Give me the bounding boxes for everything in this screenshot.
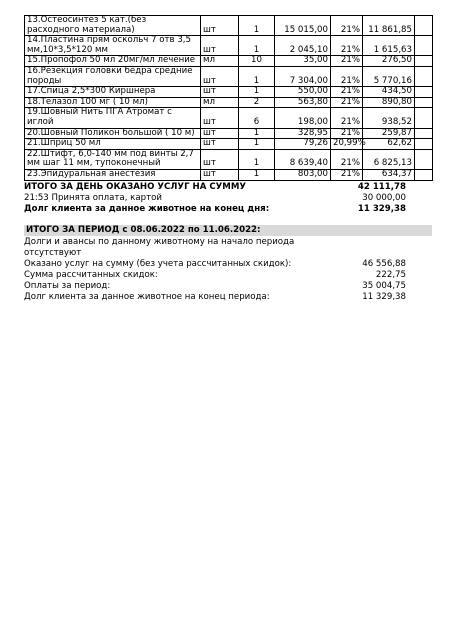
item-total: 62,62 — [363, 139, 415, 150]
item-percent: 21% — [331, 108, 363, 128]
empty-cell — [415, 149, 433, 169]
item-unit: шт — [201, 128, 239, 139]
table-row — [25, 16, 433, 36]
item-total: 6 825,13 — [363, 149, 415, 169]
item-quantity: 6 — [239, 108, 275, 128]
services-table — [24, 15, 433, 181]
item-name: 15.Пропофол 50 мл 20мг/мл лечение — [25, 56, 201, 67]
item-total: 938,52 — [363, 108, 415, 128]
item-quantity: 1 — [239, 139, 275, 150]
item-percent: 21% — [331, 66, 363, 86]
item-price: 2 045,10 — [275, 36, 331, 56]
item-quantity: 1 — [239, 87, 275, 98]
item-unit: шт — [201, 66, 239, 86]
item-total: 5 770,16 — [363, 66, 415, 86]
table-row — [25, 169, 433, 180]
period-debt-line — [24, 292, 432, 303]
period-paid-line — [24, 281, 432, 292]
empty-cell — [415, 56, 433, 67]
item-percent: 20,99% — [331, 139, 363, 150]
item-name: 13.Остеосинтез 5 кат.(без расходного материала) — [25, 16, 201, 36]
item-price: 35,00 — [275, 56, 331, 67]
item-unit: шт — [201, 139, 239, 150]
period-opening-note: Долги и авансы по данному животному на начало периода отсутствуют — [24, 236, 295, 258]
table-row — [25, 108, 433, 128]
empty-cell — [415, 128, 433, 139]
item-total: 890,80 — [363, 97, 415, 108]
day-payment-line — [24, 193, 432, 204]
invoice-sheet — [24, 15, 432, 303]
table-row — [25, 36, 433, 56]
item-name: 21.Шприц 50 мл — [25, 139, 201, 150]
period-discount-label: Сумма рассчитанных скидок: — [24, 269, 158, 280]
empty-cell — [415, 169, 433, 180]
item-quantity: 1 — [239, 66, 275, 86]
item-unit: мл — [201, 97, 239, 108]
empty-cell — [415, 97, 433, 108]
day-debt-label: Долг клиента за данное животное на конец дня: — [24, 203, 270, 214]
day-total-line — [24, 182, 432, 193]
item-total: 11 861,85 — [363, 16, 415, 36]
day-debt-line — [24, 204, 432, 215]
item-price: 8 639,40 — [275, 149, 331, 169]
item-total: 259,87 — [363, 128, 415, 139]
item-percent: 21% — [331, 128, 363, 139]
item-total: 276,50 — [363, 56, 415, 67]
item-total: 1 615,63 — [363, 36, 415, 56]
empty-cell — [415, 66, 433, 86]
period-paid-value: 35 004,75 — [362, 280, 406, 291]
item-quantity: 1 — [239, 169, 275, 180]
item-quantity: 1 — [239, 16, 275, 36]
item-price: 563,80 — [275, 97, 331, 108]
item-percent: 21% — [331, 16, 363, 36]
empty-cell — [415, 36, 433, 56]
item-percent: 21% — [331, 56, 363, 67]
period-discount-value: 222,75 — [375, 269, 406, 280]
item-quantity: 1 — [239, 149, 275, 169]
period-discount-line — [24, 270, 432, 281]
table-row — [25, 66, 433, 86]
item-name: 17.Спица 2,5*300 Киршнера — [25, 87, 201, 98]
period-services-line — [24, 259, 432, 270]
empty-cell — [415, 139, 433, 150]
item-unit: мл — [201, 56, 239, 67]
empty-cell — [415, 16, 433, 36]
item-price: 328,95 — [275, 128, 331, 139]
item-quantity: 2 — [239, 97, 275, 108]
item-name: 19.Шовный Нить ПГА Атромат с иглой — [25, 108, 201, 128]
table-row — [25, 139, 433, 150]
item-price: 198,00 — [275, 108, 331, 128]
item-total: 634,37 — [363, 169, 415, 180]
item-name: 14.Пластина прям оскольч 7 отв 3,5 мм,10*3,5*120 мм — [25, 36, 201, 56]
item-quantity: 10 — [239, 56, 275, 67]
table-row — [25, 128, 433, 139]
item-unit: шт — [201, 16, 239, 36]
period-services-label: Оказано услуг на сумму (без учета рассчитанных скидок): — [24, 258, 292, 269]
item-percent: 21% — [331, 169, 363, 180]
item-price: 803,00 — [275, 169, 331, 180]
empty-cell — [415, 87, 433, 98]
item-percent: 21% — [331, 87, 363, 98]
item-percent: 21% — [331, 149, 363, 169]
item-name: 23.Эпидуральная анестезия — [25, 169, 201, 180]
period-services-value: 46 556,88 — [362, 258, 406, 269]
item-price: 550,00 — [275, 87, 331, 98]
item-price: 79,26 — [275, 139, 331, 150]
item-name: 16.Резекция головки бедра средние породы — [25, 66, 201, 86]
table-row — [25, 87, 433, 98]
item-unit: шт — [201, 108, 239, 128]
item-name: 20.Шовный Поликон большой ( 10 м) — [25, 128, 201, 139]
empty-cell — [415, 108, 433, 128]
item-quantity: 1 — [239, 128, 275, 139]
item-percent: 21% — [331, 36, 363, 56]
item-total: 434,50 — [363, 87, 415, 98]
table-row — [25, 56, 433, 67]
item-name: 18.Телазол 100 мг ( 10 мл) — [25, 97, 201, 108]
item-unit: шт — [201, 36, 239, 56]
item-price: 7 304,00 — [275, 66, 331, 86]
period-debt-label: Долг клиента за данное животное на конец периода: — [24, 291, 270, 302]
period-header: ИТОГО ЗА ПЕРИОД с 08.06.2022 по 11.06.2022: — [24, 225, 432, 236]
item-quantity: 1 — [239, 36, 275, 56]
table-row — [25, 97, 433, 108]
table-row — [25, 149, 433, 169]
day-debt-value: 11 329,38 — [357, 203, 406, 214]
item-name: 22.Штифт, 6,0-140 мм под винты 2,7 мм шаг 11 мм, тупоконечный — [25, 149, 201, 169]
day-payment-label: 21:53 Принята оплата, картой — [24, 192, 162, 203]
item-unit: шт — [201, 87, 239, 98]
day-total-value: 42 111,78 — [357, 181, 406, 192]
item-unit: шт — [201, 169, 239, 180]
period-paid-label: Оплаты за период: — [24, 280, 111, 291]
period-debt-value: 11 329,38 — [362, 291, 406, 302]
item-unit: шт — [201, 149, 239, 169]
day-total-label: ИТОГО ЗА ДЕНЬ ОКАЗАНО УСЛУГ НА СУММУ — [24, 181, 247, 192]
day-payment-value: 30 000,00 — [362, 192, 406, 203]
item-percent: 21% — [331, 97, 363, 108]
item-price: 15 015,00 — [275, 16, 331, 36]
